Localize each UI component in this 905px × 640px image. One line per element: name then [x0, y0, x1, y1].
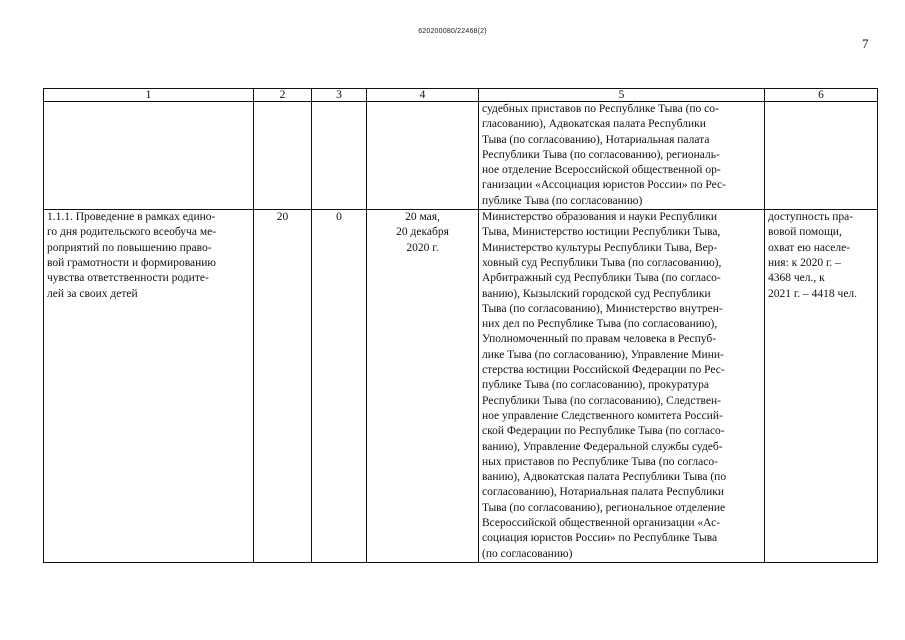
column-header-row: [44, 89, 878, 102]
cell-col3-value: 0: [312, 210, 367, 563]
cell-empty: [312, 102, 367, 210]
cell-empty: [367, 102, 479, 210]
text-line: Арбитражный суд Республики Тыва (по согласо-: [482, 272, 721, 285]
document-code: 620200080/22468(2): [418, 28, 487, 35]
table-row-1-1-1: [44, 210, 878, 563]
text-line: го дня родительского всеобуча ме-: [47, 226, 217, 239]
plan-table: [43, 88, 878, 563]
column-header-2: 2: [254, 89, 312, 102]
column-header-1: 1: [44, 89, 254, 102]
cell-executors-continuation: [479, 102, 765, 210]
text-line: ванию), Адвокатская палата Республики Тыва (по: [482, 471, 727, 484]
text-line: вой грамотности и формированию: [47, 256, 216, 269]
text-line: публике Тыва (по согласованию), прокуратура: [482, 379, 709, 392]
cell-empty: [254, 102, 312, 210]
text-line: ных приставов по Республике Тыва (по согласо-: [482, 455, 718, 468]
text-line: согласованию), Нотариальная палата Республики: [482, 486, 724, 499]
text-line: 1.1.1. Проведение в рамках едино-: [47, 211, 216, 224]
cell-activity-name: [44, 210, 254, 563]
text-line: ской Федерации по Республике Тыва (по согласо-: [482, 425, 725, 438]
text-line: 20 декабря: [396, 226, 449, 239]
cell-executors: [479, 210, 765, 563]
text-line: Тыва (по согласованию), региональное отделение: [482, 501, 726, 514]
text-line: 2020 г.: [406, 241, 439, 254]
text-line: ванию), Кызылский городской суд Республики: [482, 287, 711, 300]
text-line: роприятий по повышению право-: [47, 241, 212, 254]
text-line: судебных приставов по Республике Тыва (по со-: [482, 103, 719, 115]
text-line: ванию), Управление Федеральной службы судеб-: [482, 440, 723, 453]
text-line: Республики Тыва (по согласованию), Следствен-: [482, 394, 721, 407]
cell-empty: [765, 102, 878, 210]
text-line: 2021 г. – 4418 чел.: [768, 287, 858, 300]
column-header-3: 3: [312, 89, 367, 102]
column-header-6: 6: [765, 89, 878, 102]
text-line: публике Тыва (по согласованию): [482, 194, 643, 207]
text-line: Тыва (по согласованию), Министерство внутрен-: [482, 302, 723, 315]
text-line: охват ею населе-: [768, 241, 851, 254]
text-line: социация юристов России» по Республике Тыва: [482, 532, 718, 545]
text-line: ное управление Следственного комитета Россий-: [482, 409, 723, 422]
text-line: вовой помощи,: [768, 226, 842, 239]
column-header-5: 5: [479, 89, 765, 102]
text-line: (по согласованию): [482, 547, 573, 560]
text-line: Уполномоченный по правам человека в Респуб-: [482, 333, 717, 346]
text-line: ганизации «Ассоциация юристов России» по Рес-: [482, 179, 726, 192]
text-line: них дел по Республике Тыва (по согласованию),: [482, 318, 718, 331]
table-row-continuation: [44, 102, 878, 210]
text-line: Республики Тыва (по согласованию), региональ-: [482, 148, 720, 161]
text-line: 20 мая,: [405, 211, 440, 224]
text-line: Всероссийской общественной организации «Ас-: [482, 517, 721, 530]
text-line: ховный суд Республики Тыва (по согласованию),: [482, 256, 722, 269]
text-line: гласованию), Адвокатская палата Республики: [482, 118, 706, 131]
text-line: ное отделение Всероссийской общественной ор-: [482, 164, 721, 177]
text-line: 4368 чел., к: [768, 272, 825, 285]
cell-indicator: [765, 210, 878, 563]
text-line: чувства ответственности родите-: [47, 272, 209, 285]
text-line: Тыва (по согласованию), Нотариальная палата: [482, 133, 710, 146]
page-number: 7: [862, 36, 869, 51]
text-line: стерства юстиции Российской Федерации по Рес-: [482, 364, 725, 377]
cell-dates: [367, 210, 479, 563]
cell-col2-value: 20: [254, 210, 312, 563]
text-line: ния: к 2020 г. –: [768, 256, 841, 269]
text-line: лей за своих детей: [47, 287, 138, 300]
text-line: доступность пра-: [768, 211, 854, 224]
text-line: лике Тыва (по согласованию), Управление Мини-: [482, 348, 724, 361]
cell-empty: [44, 102, 254, 210]
text-line: Министерство культуры Республики Тыва, Вер-: [482, 241, 718, 254]
text-line: Министерство образования и науки Республики: [482, 211, 718, 224]
text-line: Тыва, Министерство юстиции Республики Тыва,: [482, 226, 721, 239]
column-header-4: 4: [367, 89, 479, 102]
